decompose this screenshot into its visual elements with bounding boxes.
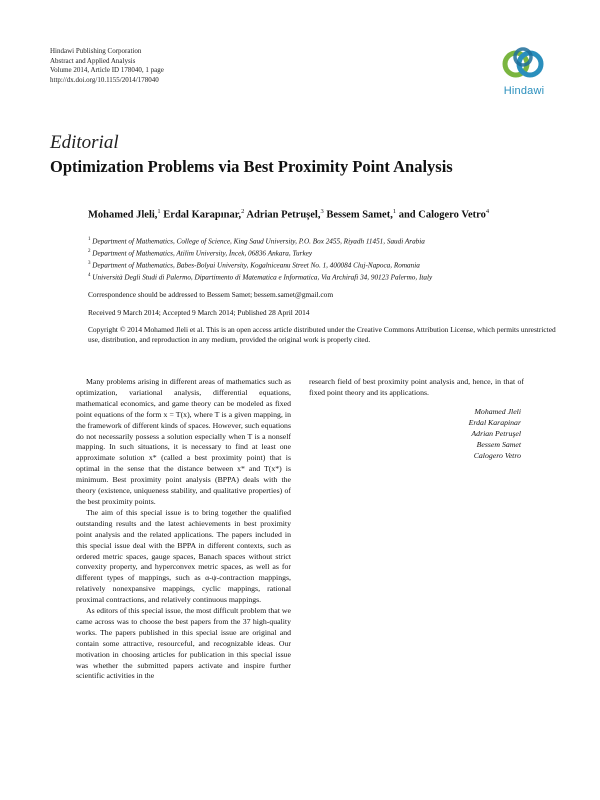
signature-name: Calogero Vetro (473, 450, 521, 460)
body-paragraph: The aim of this special issue is to bring together the qualified outstanding results and the latest achievements in best proximity point analysis and the related applications. The papers included in this special issue deal with the BPPA in different contexts, such as ordered metric spaces, gauge spaces, Banach spaces without strict convexity property, and hyperconvex metric spaces, as well as for different types of mappings, such as α-ψ-contraction mappings, relatively nonexpansive mappings, cyclic mappings, rational proximal contractions, and relatively continuous mappings. (76, 507, 291, 605)
journal-publisher: Hindawi Publishing Corporation (50, 47, 142, 55)
hindawi-logo (494, 44, 554, 97)
affiliation-item: $^4$ Università Degli Studi di Palermo, Dipartimento di Matematica e Informatica, Via Archirafi 34, 90123 Palermo, Italy (88, 272, 433, 282)
body-paragraph: Many problems arising in different areas of mathematics such as optimization, variational analysis, differential equations, mathematical economics, and game theory can be modeled as fixed point equations of the form x = T(x), where T is a given mapping, in the framework of different kinds of spaces. However, such equations do not necessarily possess a solution especially when T is a nonself mapping. In such situations, it is necessary to find at least one approximate solution x* (called a best proximity point) that is optimal in the sense that the distance between x* and T(x*) is minimum. Best proximity point analysis (BPPA) deals with the theory (existence, uniqueness stability, and qualitative properties) of the best proximity points. (76, 377, 291, 506)
body-right-column (309, 377, 524, 399)
page-title: Optimization Problems via Best Proximity Point Analysis (50, 157, 453, 176)
correspondence-note: Correspondence should be addressed to Bessem Samet; bessem.samet@gmail.com (88, 290, 334, 299)
signature-name: Adrian Petruşel (471, 428, 521, 438)
section-label: Editorial (50, 132, 119, 153)
journal-doi: http://dx.doi.org/10.1155/2014/178040 (50, 75, 159, 84)
author-affiliation-mark: 1 (392, 208, 397, 215)
author-name: and Calogero Vetro (398, 209, 486, 221)
logo-text: Hindawi (503, 85, 545, 97)
affiliation-item: $^2$ Department of Mathematics, Atilim University, İncek, 06836 Ankara, Turkey (88, 248, 313, 258)
signature-name: Bessem Samet (476, 439, 521, 449)
publication-dates: Received 9 March 2014; Accepted 9 March 2014; Published 28 April 2014 (88, 308, 310, 317)
author-name: Erdal Karapınar, (163, 209, 242, 221)
author-name: Adrian Petrușel, (246, 209, 321, 221)
author-affiliation-mark: 4 (485, 208, 490, 215)
author-list (88, 208, 489, 221)
body-paragraph: As editors of this special issue, the most difficult problem that we came across was to choose the best papers from the 37 high-quality works. The papers published in this special issue are original and contain some attractive, resourceful, and recognizable ideas. Our motivation in choosing articles for publication in this special issue was whether the submitted papers activate and inspire further scientific activities in the (76, 606, 291, 681)
author-affiliation-mark: 1 (157, 208, 161, 215)
journal-volume: Volume 2014, Article ID 178040, 1 page (50, 66, 164, 74)
author-name: Mohamed Jleli, (88, 209, 158, 221)
affiliation-item: $^3$ Department of Mathematics, Babes-Bolyai University, Kogalniceanu Street No. 1, 400084 Cluj-Napoca, Romania (88, 260, 420, 270)
editor-signatures (309, 407, 521, 462)
author-affiliation-mark: 3 (320, 208, 324, 215)
journal-info (50, 47, 164, 85)
author-name: Bessem Samet, (326, 209, 393, 221)
affiliation-list (88, 235, 432, 283)
journal-name: Abstract and Applied Analysis (50, 56, 136, 65)
author-affiliation-mark: 2 (241, 208, 245, 215)
signature-name: Mohamed Jleli (474, 407, 521, 416)
hindawi-rings-icon (500, 44, 546, 86)
body-paragraph: research field of best proximity point analysis and, hence, in that of fixed point theory and its applications. (309, 377, 524, 397)
copyright-notice: Copyright © 2014 Mohamed Jleli et al. This is an open access article distributed under the Creative Commons Attribution License, which permits unrestricted use, distribution, and reproduction in any medium, provided the original work is properly cited. (88, 325, 556, 344)
signature-name: Erdal Karapinar (468, 417, 521, 427)
body-left-column (76, 377, 291, 682)
affiliation-item: $^1$ Department of Mathematics, College of Science, King Saud University, P.O. Box 2455, Riyadh 11451, Saudi Arabia (88, 237, 425, 246)
